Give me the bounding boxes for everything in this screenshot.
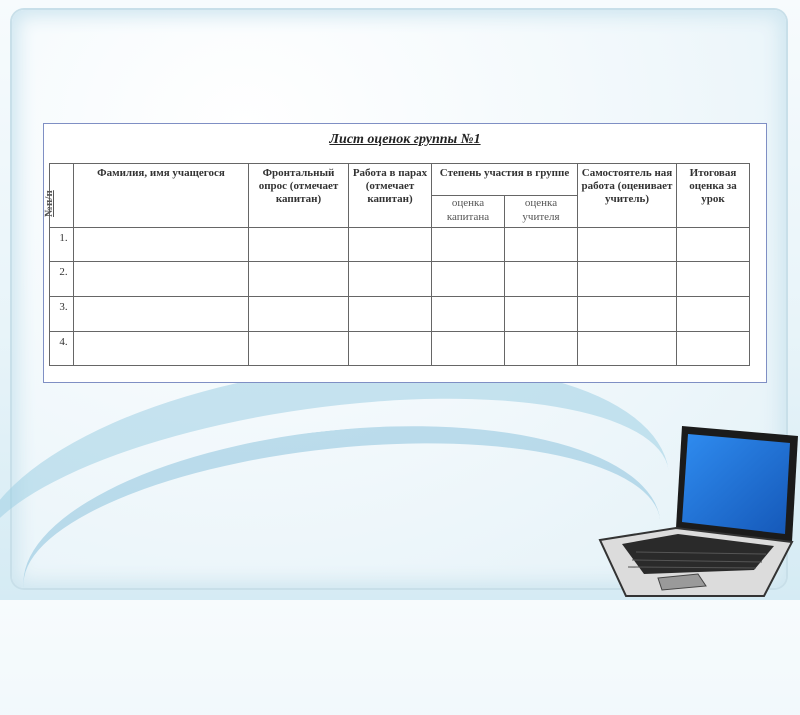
independent-cell[interactable] xyxy=(578,228,677,262)
frontal-cell[interactable] xyxy=(249,262,349,297)
row-number: 1. xyxy=(50,228,74,262)
captain-grade-cell[interactable] xyxy=(432,228,505,262)
captain-grade-cell[interactable] xyxy=(432,332,505,366)
final-grade-cell[interactable] xyxy=(677,228,750,262)
row-number: 4. xyxy=(50,332,74,366)
table-row xyxy=(50,297,750,332)
teacher-grade-cell[interactable] xyxy=(505,332,578,366)
independent-cell[interactable] xyxy=(578,297,677,332)
pairs-cell[interactable] xyxy=(349,262,432,297)
captain-grade-cell[interactable] xyxy=(432,297,505,332)
sheet-title: Лист оценок группы №1 xyxy=(329,132,481,147)
independent-cell[interactable] xyxy=(578,262,677,297)
teacher-grade-cell[interactable] xyxy=(505,228,578,262)
header-group-participation: Степень участия в группе xyxy=(432,164,578,196)
final-grade-cell[interactable] xyxy=(677,297,750,332)
frontal-cell[interactable] xyxy=(249,228,349,262)
table-row xyxy=(50,228,750,262)
header-student-name: Фамилия, имя учащегося xyxy=(74,164,249,228)
row-number: 2. xyxy=(50,262,74,297)
final-grade-cell[interactable] xyxy=(677,332,750,366)
header-frontal-survey: Фронтальный опрос (отмечает капитан) xyxy=(249,164,349,228)
pairs-cell[interactable] xyxy=(349,332,432,366)
laptop-icon xyxy=(596,424,800,600)
header-final-grade: Итоговая оценка за урок xyxy=(677,164,750,228)
header-pair-work: Работа в парах (отмечает капитан) xyxy=(349,164,432,228)
grade-sheet-card xyxy=(43,123,767,383)
name-cell[interactable] xyxy=(74,332,249,366)
teacher-grade-cell[interactable] xyxy=(505,297,578,332)
pairs-cell[interactable] xyxy=(349,228,432,262)
pairs-cell[interactable] xyxy=(349,297,432,332)
name-cell[interactable] xyxy=(74,228,249,262)
final-grade-cell[interactable] xyxy=(677,262,750,297)
table-row xyxy=(50,262,750,297)
name-cell[interactable] xyxy=(74,262,249,297)
teacher-grade-cell[interactable] xyxy=(505,262,578,297)
row-number: 3. xyxy=(50,297,74,332)
frontal-cell[interactable] xyxy=(249,332,349,366)
header-captain-grade: оценка капитана xyxy=(432,196,505,228)
header-teacher-grade: оценка учителя xyxy=(505,196,578,228)
independent-cell[interactable] xyxy=(578,332,677,366)
header-number: №п/п xyxy=(50,164,74,228)
captain-grade-cell[interactable] xyxy=(432,262,505,297)
table-row xyxy=(50,332,750,366)
name-cell[interactable] xyxy=(74,297,249,332)
header-independent-work: Самостоятель ная работа (оценивает учитель) xyxy=(578,164,677,228)
grade-table xyxy=(43,163,750,366)
frontal-cell[interactable] xyxy=(249,297,349,332)
